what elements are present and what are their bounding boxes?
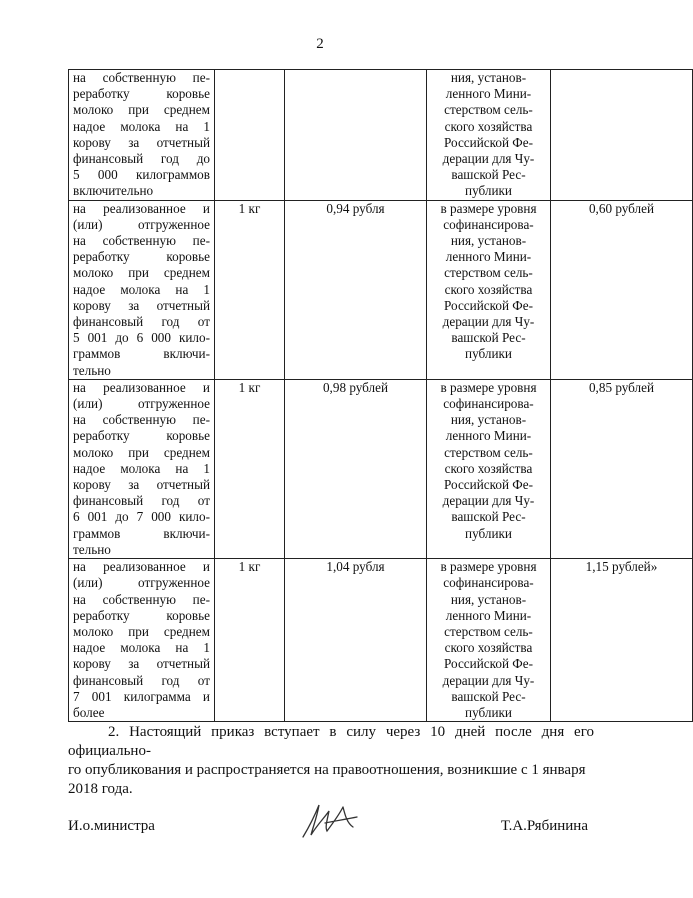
basis-line: дерации для Чу- [442, 672, 535, 688]
description-line: реработку коровье [73, 249, 210, 265]
description-line: надое молока на 1 [73, 118, 210, 134]
basis-line: ния, установ- [450, 233, 527, 249]
description-line: реработку коровье [73, 428, 210, 444]
basis-line: софинансирова- [443, 575, 534, 591]
description-line: 7 001 килограмма и [73, 688, 210, 704]
basis-line: софинансирова- [443, 216, 534, 232]
description-line: финансовый год до [73, 151, 210, 167]
description-line: (или) отгруженное [73, 216, 210, 232]
handwritten-signature [295, 797, 365, 843]
basis-line: Российской Фе- [444, 656, 533, 672]
description-line: граммов включи- [73, 346, 210, 362]
basis-line: публики [465, 183, 512, 199]
order-paragraph [68, 723, 594, 799]
basis-line: ского хозяйства [444, 118, 533, 134]
table-row [69, 559, 693, 722]
basis-line: ского хозяйства [444, 460, 533, 476]
basis-line: Российской Фе- [444, 134, 533, 150]
basis-line: стерством сель- [444, 444, 533, 460]
basis-line: в размере уровня [440, 379, 537, 395]
basis-line: ленного Мини- [445, 249, 532, 265]
basis-line: в размере уровня [440, 559, 537, 575]
description-line: тельно [73, 541, 111, 557]
amount-cell: 0,85 рублей [551, 379, 693, 558]
description-cell [69, 70, 215, 201]
subsidy-rates-table [68, 69, 693, 722]
unit-cell: 1 кг [215, 379, 285, 558]
basis-line: ленного Мини- [445, 607, 532, 623]
rate-cell [285, 70, 427, 201]
description-line: молоко при среднем [73, 444, 210, 460]
description-line: корову за отчетный [73, 477, 210, 493]
signatory-position: И.о.министра [68, 818, 155, 834]
basis-line: ленного Мини- [445, 428, 532, 444]
description-cell [69, 559, 215, 722]
basis-line: публики [465, 525, 512, 541]
amount-cell: 0,60 рублей [551, 200, 693, 379]
description-line: реработку коровье [73, 607, 210, 623]
description-line: корову за отчетный [73, 656, 210, 672]
basis-line: публики [465, 346, 512, 362]
basis-line: стерством сель- [444, 102, 533, 118]
basis-line: ленного Мини- [445, 86, 532, 102]
paragraph-line: 2018 года. [68, 781, 133, 797]
basis-line: вашской Рес- [451, 167, 526, 183]
basis-line: вашской Рес- [451, 330, 526, 346]
description-line: надое молока на 1 [73, 281, 210, 297]
description-line: реработку коровье [73, 86, 210, 102]
rate-cell: 0,94 рубля [285, 200, 427, 379]
basis-cell [427, 379, 551, 558]
basis-line: стерством сель- [444, 623, 533, 639]
description-line: включительно [73, 183, 154, 199]
basis-cell [427, 559, 551, 722]
description-line: 6 001 до 7 000 кило- [73, 509, 210, 525]
description-line: на реализованное и [73, 559, 210, 575]
table-row [69, 200, 693, 379]
description-line: (или) отгруженное [73, 396, 210, 412]
description-line: финансовый год от [73, 672, 210, 688]
basis-line: ния, установ- [450, 591, 527, 607]
basis-line: дерации для Чу- [442, 493, 535, 509]
description-line: на реализованное и [73, 200, 210, 216]
basis-line: вашской Рес- [451, 688, 526, 704]
description-line: (или) отгруженное [73, 575, 210, 591]
amount-cell: 1,15 рублей» [551, 559, 693, 722]
basis-line: дерации для Чу- [442, 151, 535, 167]
paragraph-line: 2. Настоящий приказ вступает в силу через 10 дней после дня его официально- [68, 724, 594, 759]
description-line: на собственную пе- [73, 233, 210, 249]
description-line: финансовый год от [73, 314, 210, 330]
basis-line: ского хозяйства [444, 281, 533, 297]
description-line: на реализованное и [73, 379, 210, 395]
unit-cell: 1 кг [215, 559, 285, 722]
description-line: 5 000 килограммов [73, 167, 210, 183]
description-line: более [73, 704, 105, 720]
signatory-name: Т.А.Рябинина [500, 818, 588, 834]
rate-cell: 1,04 рубля [285, 559, 427, 722]
amount-cell [551, 70, 693, 201]
table-row [69, 379, 693, 558]
basis-cell [427, 200, 551, 379]
basis-cell [427, 70, 551, 201]
description-line: молоко при среднем [73, 623, 210, 639]
description-line: на собственную пе- [73, 591, 210, 607]
basis-line: стерством сель- [444, 265, 533, 281]
description-line: финансовый год от [73, 493, 210, 509]
basis-line: ского хозяйства [444, 640, 533, 656]
description-line: 5 001 до 6 000 кило- [73, 330, 210, 346]
description-line: молоко при среднем [73, 265, 210, 281]
basis-line: дерации для Чу- [442, 314, 535, 330]
description-line: надое молока на 1 [73, 460, 210, 476]
description-cell [69, 200, 215, 379]
description-line: надое молока на 1 [73, 640, 210, 656]
unit-cell: 1 кг [215, 200, 285, 379]
unit-cell [215, 70, 285, 201]
basis-line: софинансирова- [443, 396, 534, 412]
description-line: корову за отчетный [73, 134, 210, 150]
description-line: корову за отчетный [73, 297, 210, 313]
rate-cell: 0,98 рублей [285, 379, 427, 558]
basis-line: Российской Фе- [444, 297, 533, 313]
page-number: 2 [316, 36, 324, 52]
description-line: молоко при среднем [73, 102, 210, 118]
description-line: тельно [73, 362, 111, 378]
basis-line: в размере уровня [440, 200, 537, 216]
description-line: граммов включи- [73, 525, 210, 541]
description-cell [69, 379, 215, 558]
basis-line: ния, установ- [450, 70, 527, 85]
description-line: на собственную пе- [73, 412, 210, 428]
basis-line: Российской Фе- [444, 477, 533, 493]
description-line: на собственную пе- [73, 70, 210, 85]
table-row [69, 70, 693, 201]
basis-line: ния, установ- [450, 412, 527, 428]
basis-line: вашской Рес- [451, 509, 526, 525]
paragraph-line: го опубликования и распространяется на правоотношения, возникшие с 1 января [68, 762, 586, 778]
basis-line: публики [465, 704, 512, 720]
